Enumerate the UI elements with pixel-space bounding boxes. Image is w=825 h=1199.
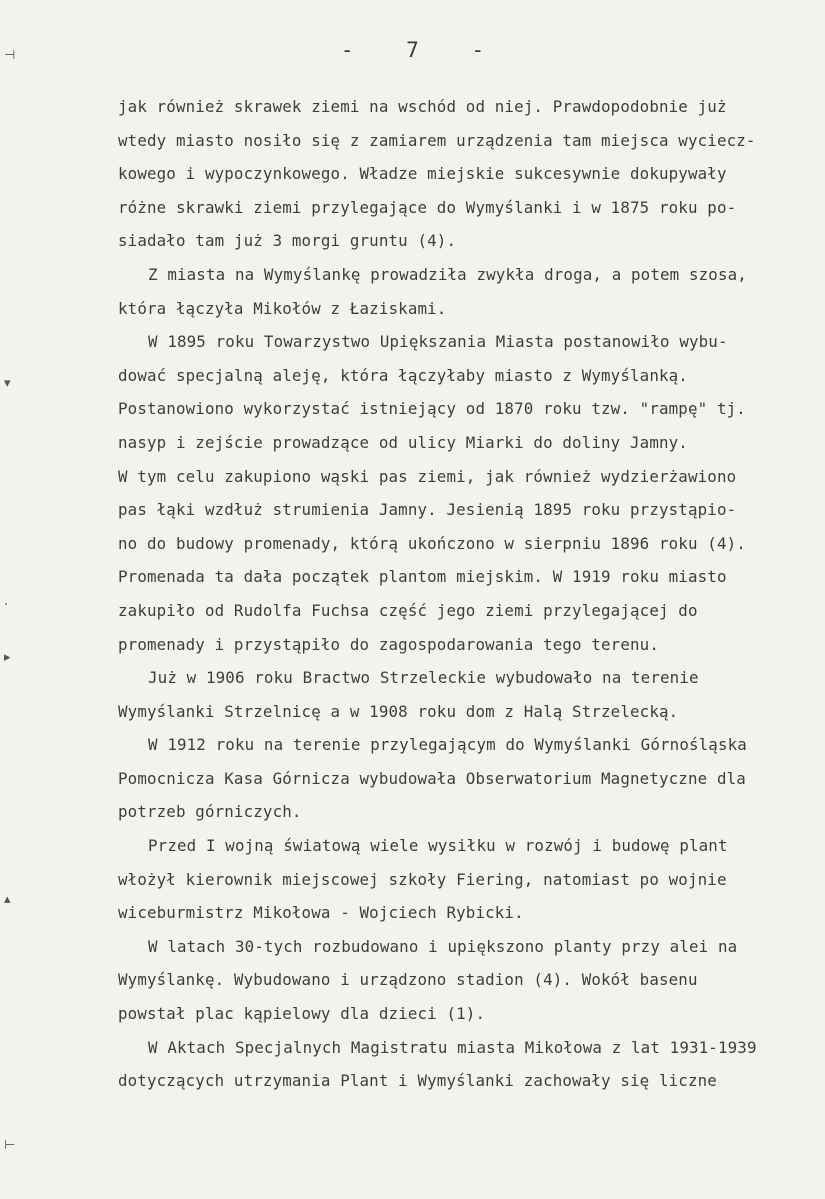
text-line: promenady i przystąpiło do zagospodarowania tego terenu.	[118, 634, 659, 654]
margin-mark: ▾	[4, 376, 11, 391]
text-line: Wymyślankę. Wybudowano i urządzono stadion (4). Wokół basenu	[118, 970, 698, 990]
text-line: nasyp i zejście prowadzące od ulicy Miarki do doliny Jamny.	[118, 432, 688, 452]
text-line: powstał plac kąpielowy dla dzieci (1).	[118, 1004, 486, 1024]
text-line: W 1895 roku Towarzystwo Upiększania Miasta postanowiło wybu-	[148, 332, 728, 352]
margin-mark: ▴	[4, 892, 11, 907]
text-line: dować specjalną aleję, która łączyłaby miasto z Wymyślanką.	[118, 365, 688, 385]
text-line: Promenada ta dała początek plantom miejskim. W 1919 roku miasto	[118, 567, 727, 587]
text-line: pas łąki wzdłuż strumienia Jamny. Jesienią 1895 roku przystąpio-	[118, 500, 737, 520]
margin-mark: ·	[4, 598, 9, 613]
margin-mark: ⊢	[4, 1138, 16, 1153]
text-line: Przed I wojną światową wiele wysiłku w rozwój i budowę plant	[148, 836, 728, 856]
text-line: zakupiło od Rudolfa Fuchsa część jego ziemi przylegającej do	[118, 600, 698, 620]
page-number-dash-right: -	[471, 38, 485, 62]
text-line: Już w 1906 roku Bractwo Strzeleckie wybudowało na terenie	[148, 668, 699, 688]
page-number-dash-left: -	[340, 38, 354, 62]
text-line: Wymyślanki Strzelnicę a w 1908 roku dom z Halą Strzelecką.	[118, 701, 679, 721]
text-line: różne skrawki ziemi przylegające do Wymyślanki i w 1875 roku po-	[118, 197, 737, 217]
text-line: W latach 30-tych rozbudowano i upiększono planty przy alei na	[148, 936, 738, 956]
page-number: 7	[406, 38, 419, 62]
text-line: dotyczących utrzymania Plant i Wymyślanki zachowały się liczne	[118, 1071, 717, 1091]
margin-mark: ▸	[4, 650, 11, 665]
text-line: W Aktach Specjalnych Magistratu miasta Mikołowa z lat 1931-1939	[148, 1037, 757, 1057]
text-line: kowego i wypoczynkowego. Władze miejskie sukcesywnie dokupywały	[118, 164, 727, 184]
text-line: Z miasta na Wymyślankę prowadziła zwykła droga, a potem szosa,	[148, 264, 747, 284]
text-line: potrzeb górniczych.	[118, 802, 302, 822]
text-line: wiceburmistrz Mikołowa - Wojciech Rybicki.	[118, 903, 524, 923]
text-line: Pomocnicza Kasa Górnicza wybudowała Obserwatorium Magnetyczne dla	[118, 768, 746, 788]
margin-mark: ⊣	[4, 48, 16, 63]
body-text	[118, 90, 808, 1098]
text-line: W tym celu zakupiono wąski pas ziemi, jak również wydzierżawiono	[118, 466, 737, 486]
text-line: Postanowiono wykorzystać istniejący od 1870 roku tzw. "rampę" tj.	[118, 399, 746, 419]
text-line: siadało tam już 3 morgi gruntu (4).	[118, 231, 457, 251]
page-number-header	[0, 38, 825, 62]
text-line: W 1912 roku na terenie przylegającym do Wymyślanki Górnośląska	[148, 735, 747, 755]
text-line: włożył kierownik miejscowej szkoły Fiering, natomiast po wojnie	[118, 869, 727, 889]
text-line: jak również skrawek ziemi na wschód od niej. Prawdopodobnie już	[118, 97, 727, 116]
text-line: wtedy miasto nosiło się z zamiarem urządzenia tam miejsca wyciecz-	[118, 130, 756, 150]
text-line: no do budowy promenady, którą ukończono w sierpniu 1896 roku (4).	[118, 533, 746, 553]
text-line: która łączyła Mikołów z Łaziskami.	[118, 298, 447, 318]
